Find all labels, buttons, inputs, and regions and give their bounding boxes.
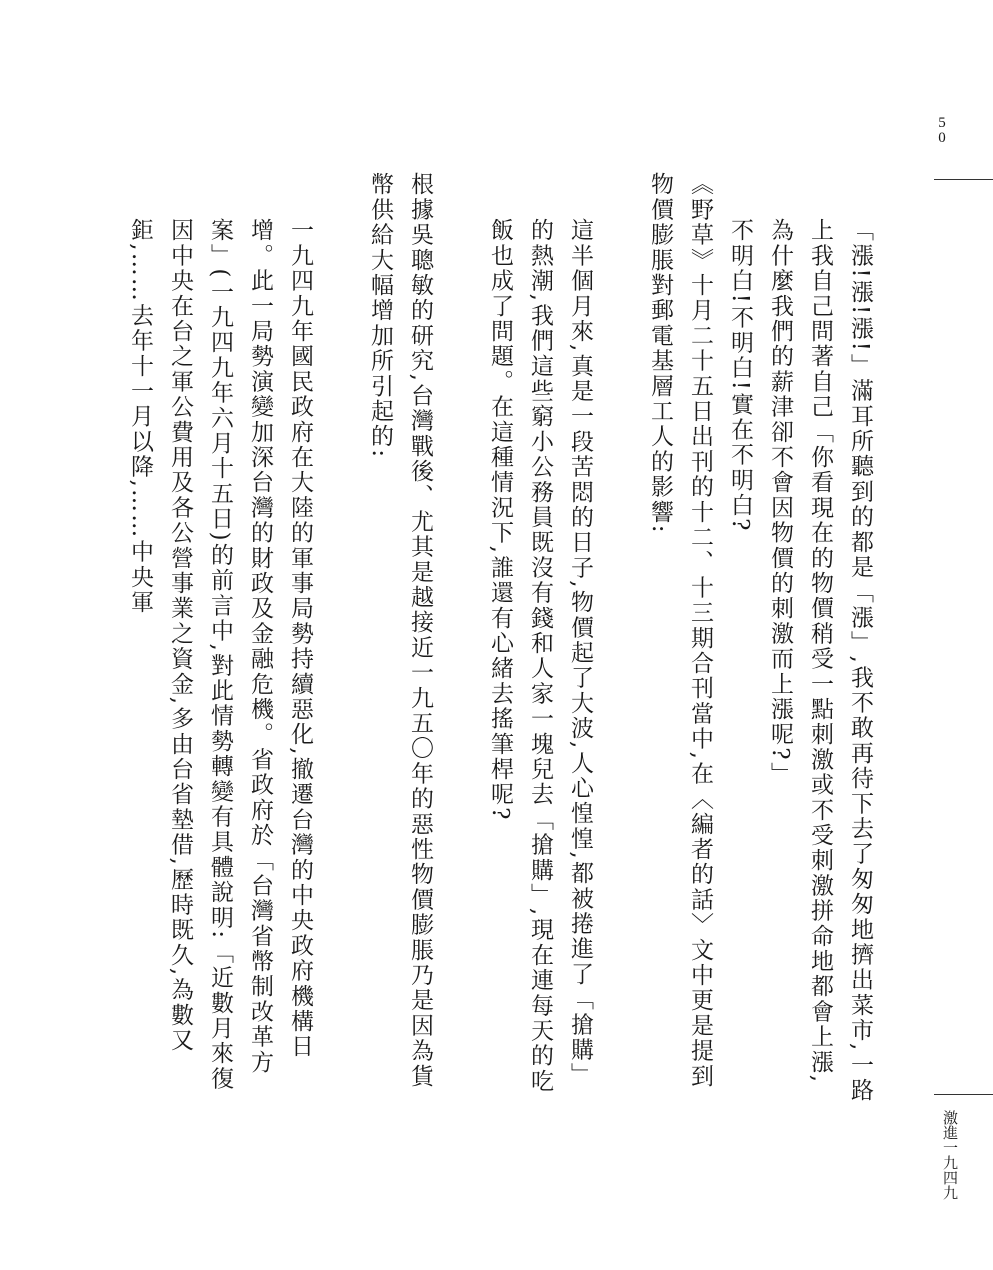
paragraph-3: 《野草》十月二十五日出刊的十二、十三期合刊當中,在〈編者的話〉文中更是提到物價膨脹對郵電基層工人的影響: [647, 172, 713, 1089]
header-rule [934, 179, 993, 180]
body-text [127, 172, 880, 1107]
paragraph-2-quote: 不明白!不明白!實在不明白? [727, 218, 753, 533]
page-number: 50 [938, 115, 946, 146]
paragraph-1-quote: 「漲!漲!漲!」滿耳所聽到的都是「漲」,我不敢再待下去了匆匆地擠出菜市,一路上我自己問著自己「你看現在的物價稍受一點刺激或不受刺激拼命地都會上漲,為什麼我們的薪津卻不會因物價的刺激而上漲呢?」 [767, 218, 873, 1103]
running-head: 激進一九四九 [941, 1110, 959, 1200]
footer-rule [934, 1094, 993, 1095]
paragraph-5: 根據吳聰敏的研究,台灣戰後、尤其是越接近一九五〇年的惡性物價膨脹乃是因為貨幣供給大幅增加所引起的: [367, 172, 433, 1089]
paragraph-6-quote: 一九四九年國民政府在大陸的軍事局勢持續惡化,撤遷台灣的中央政府機構日增。此一局勢演變加深台灣的財政及金融危機。省政府於「台灣省幣制改革方案」(一九四九年六月十五日)的前言中,對此情勢轉變有具體說明:「近數月來復因中央在台之軍公費用及各公營事業之資金,多由台省墊借,歷時既久,為數又鉅,……去年十一月以降,……中央軍 [127, 218, 313, 1092]
paragraph-4-quote: 這半個月來,真是一段苦悶的日子,物價起了大波,人心惶惶,都被捲進了「搶購」的熱潮,我們這些窮小公務員既沒有錢和人家一塊兒去「搶購」,現在連每天的吃飯也成了問題。在這種情況下,誰還有心緒去搖筆桿呢? [487, 218, 593, 1094]
